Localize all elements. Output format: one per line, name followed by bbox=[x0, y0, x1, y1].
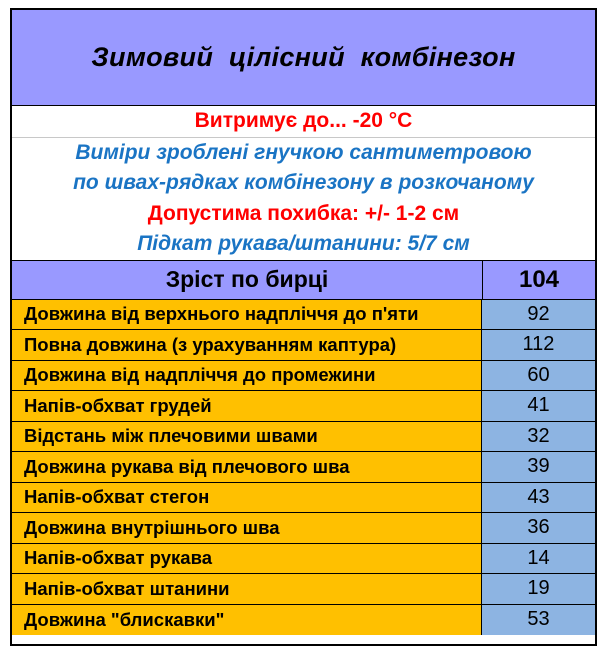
row-value: 112 bbox=[482, 330, 595, 360]
row-value: 14 bbox=[482, 544, 595, 574]
row-label: Напів-обхват грудей bbox=[12, 391, 482, 421]
header-label: Зріст по бирці bbox=[12, 261, 483, 299]
temperature-note: Витримує до... -20 °С bbox=[12, 106, 595, 138]
table-row bbox=[12, 391, 595, 422]
row-value: 36 bbox=[482, 513, 595, 543]
row-value: 41 bbox=[482, 391, 595, 421]
table-row bbox=[12, 452, 595, 483]
row-label: Довжина від надпліччя до промежини bbox=[12, 361, 482, 391]
table-row bbox=[12, 300, 595, 331]
row-label: Повна довжина (з урахуванням каптура) bbox=[12, 330, 482, 360]
row-label: Напів-обхват штанини bbox=[12, 574, 482, 604]
measure-note-line1: Виміри зроблені гнучкою сантиметровою bbox=[75, 140, 532, 164]
row-label: Напів-обхват стегон bbox=[12, 483, 482, 513]
row-label: Довжина внутрішнього шва bbox=[12, 513, 482, 543]
product-title: Зимовий цілісний комбінезон bbox=[12, 10, 595, 106]
row-label: Напів-обхват рукава bbox=[12, 544, 482, 574]
tolerance-note: Допустима похибка: +/- 1-2 см bbox=[147, 201, 460, 225]
row-value: 32 bbox=[482, 422, 595, 452]
row-label: Довжина від верхнього надпліччя до п'яти bbox=[12, 300, 482, 330]
table-header bbox=[12, 260, 595, 300]
row-value: 92 bbox=[482, 300, 595, 330]
table-row bbox=[12, 361, 595, 392]
row-label: Відстань між плечовими швами bbox=[12, 422, 482, 452]
cuff-note: Підкат рукава/штанини: 5/7 см bbox=[137, 232, 470, 256]
table-row bbox=[12, 330, 595, 361]
table-row bbox=[12, 605, 595, 636]
table-row bbox=[12, 513, 595, 544]
row-value: 19 bbox=[482, 574, 595, 604]
header-size-value: 104 bbox=[518, 265, 560, 293]
table-row bbox=[12, 483, 595, 514]
row-label: Довжина рукава від плечового шва bbox=[12, 452, 482, 482]
table-row bbox=[12, 422, 595, 453]
table-row bbox=[12, 544, 595, 575]
row-value: 43 bbox=[482, 483, 595, 513]
measure-note-line2: по швах-рядках комбінезону в розкочаному bbox=[73, 171, 534, 195]
row-value: 53 bbox=[482, 605, 595, 636]
row-label: Довжина "блискавки" bbox=[12, 605, 482, 636]
row-value: 39 bbox=[482, 452, 595, 482]
table-row bbox=[12, 574, 595, 605]
measurements-table bbox=[12, 300, 595, 636]
row-value: 60 bbox=[482, 361, 595, 391]
size-chart bbox=[10, 8, 597, 646]
